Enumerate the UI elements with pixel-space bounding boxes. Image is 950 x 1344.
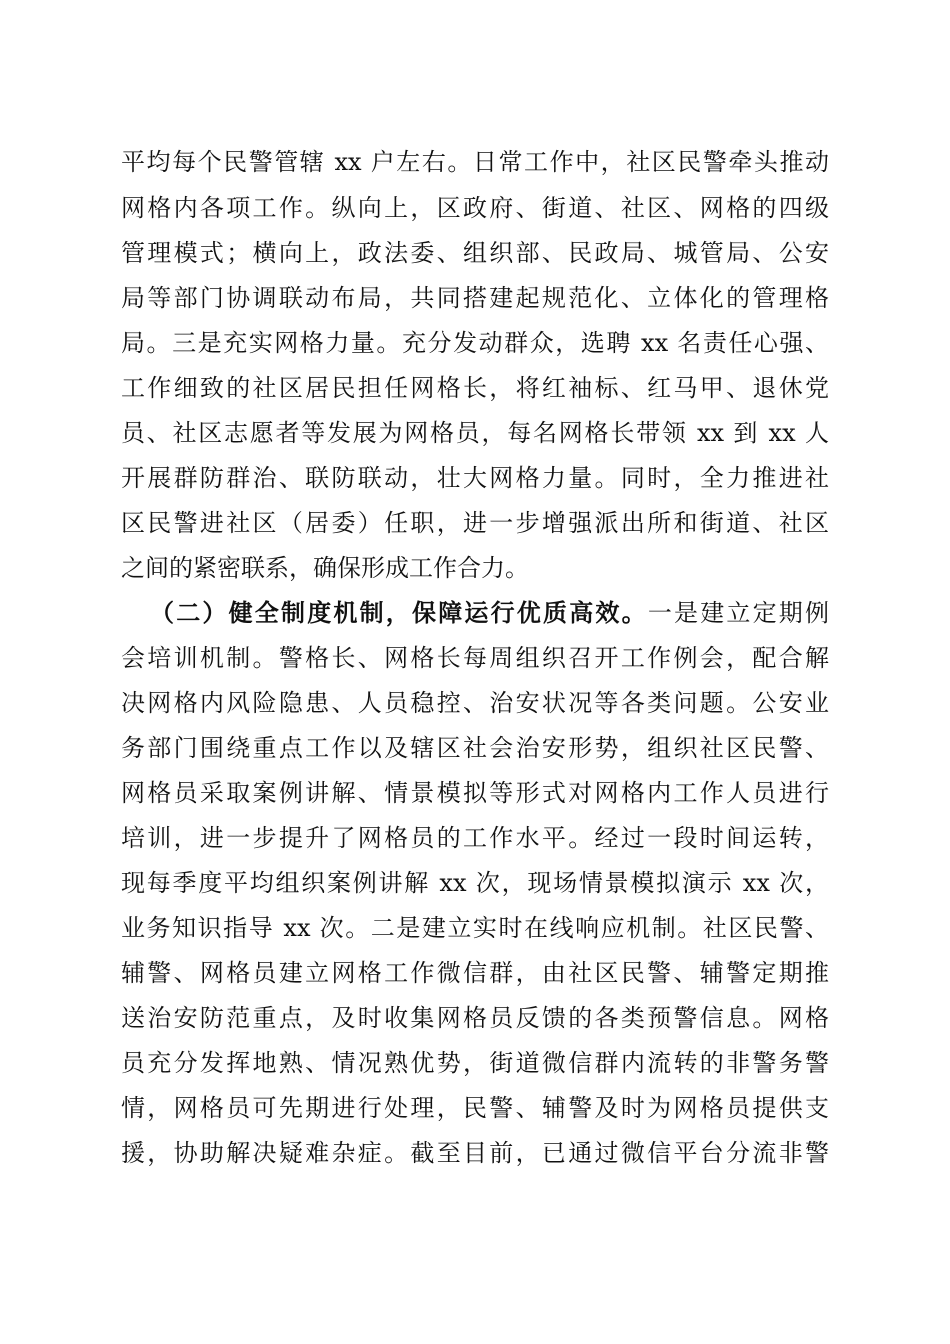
body-text-line: 务部门围绕重点工作以及辖区社会治安形势，组织社区民警、 — [121, 734, 829, 762]
body-text-line: 局。三是充实网格力量。充分发动群众，选聘 xx 名责任心强、 — [121, 329, 829, 357]
body-text-line: 辅警、网格员建立网格工作微信群，由社区民警、辅警定期推 — [121, 959, 829, 987]
body-text-line: 培训，进一步提升了网格员的工作水平。经过一段时间运转， — [121, 824, 829, 852]
body-text-line: 管理模式；横向上，政法委、组织部、民政局、城管局、公安 — [121, 239, 829, 267]
section-heading-rest: 一是建立定期例 — [647, 599, 830, 627]
body-text-line: 区民警进社区（居委）任职，进一步增强派出所和街道、社区 — [121, 509, 829, 537]
section-heading: （二）健全制度机制，保障运行优质高效。 — [150, 598, 648, 627]
body-text-line: 现每季度平均组织案例讲解 xx 次，现场情景模拟演示 xx 次， — [121, 869, 829, 897]
body-text-line: 平均每个民警管辖 xx 户左右。日常工作中，社区民警牵头推动 — [121, 148, 829, 176]
body-text-line: 员充分发挥地熟、情况熟优势，街道微信群内流转的非警务警 — [121, 1049, 829, 1077]
body-text-line: 情，网格员可先期进行处理，民警、辅警及时为网格员提供支 — [121, 1094, 829, 1122]
body-text-line: 会培训机制。警格长、网格长每周组织召开工作例会，配合解 — [121, 644, 829, 672]
body-text-line: 局等部门协调联动布局，共同搭建起规范化、立体化的管理格 — [121, 284, 829, 312]
body-text-line: 网格内各项工作。纵向上，区政府、街道、社区、网格的四级 — [121, 194, 829, 222]
body-text-line: 送治安防范重点，及时收集网格员反馈的各类预警信息。网格 — [121, 1004, 829, 1032]
body-text-line: 决网格内风险隐患、人员稳控、治安状况等各类问题。公安业 — [121, 689, 829, 717]
body-text-line: 网格员采取案例讲解、情景模拟等形式对网格内工作人员进行 — [121, 779, 829, 807]
body-text-line: 员、社区志愿者等发展为网格员，每名网格长带领 xx 到 xx 人 — [121, 419, 829, 447]
body-text-line: 工作细致的社区居民担任网格长，将红袖标、红马甲、退休党 — [121, 374, 829, 402]
body-text-line: 之间的紧密联系，确保形成工作合力。 — [121, 554, 529, 582]
body-text-line: 业务知识指导 xx 次。二是建立实时在线响应机制。社区民警、 — [121, 914, 829, 942]
body-text-line: 援，协助解决疑难杂症。截至目前，已通过微信平台分流非警 — [121, 1139, 829, 1167]
section-heading-line — [150, 590, 829, 636]
body-text-line: 开展群防群治、联防联动，壮大网格力量。同时，全力推进社 — [121, 464, 829, 492]
